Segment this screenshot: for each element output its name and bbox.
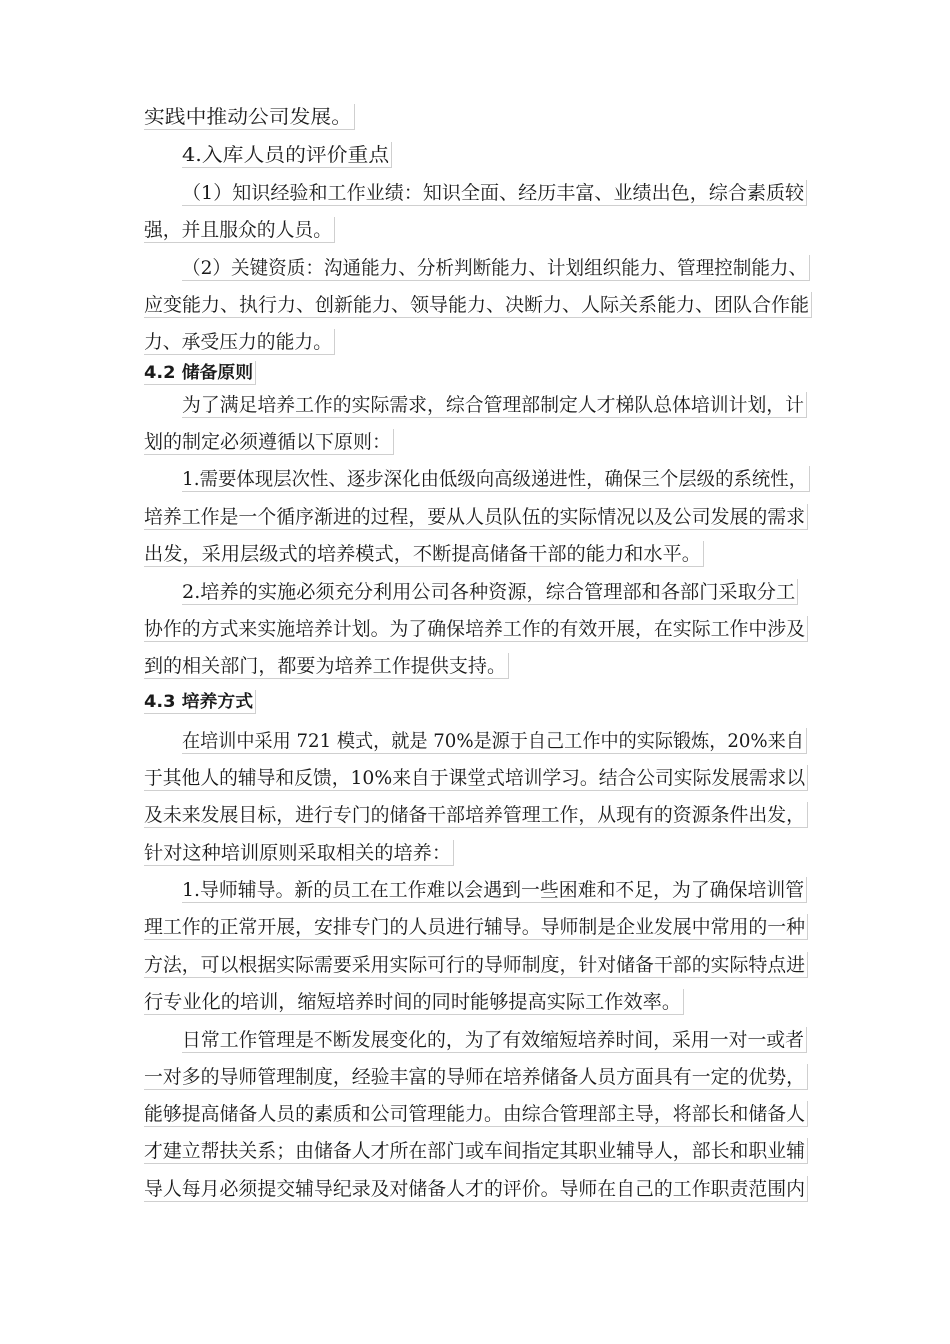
line-text: 于其他人的辅导和反馈，10%来自于课堂式培训学习。结合公司实际发展需求以 [144, 767, 806, 789]
line-text: 日常工作管理是不断发展变化的，为了有效缩短培养时间，采用一对一或者 [182, 1029, 804, 1051]
text-line [144, 802, 808, 828]
line-text: 及未来发展目标，进行专门的储备干部培养管理工作，从现有的资源条件出发， [144, 804, 806, 826]
line-text: 1.导师辅导。新的员工在工作难以会遇到一些困难和不足，为了确保培训管 [182, 879, 805, 901]
line-text: 强，并且服众的人员。 [144, 219, 333, 241]
line-text: 为了满足培养工作的实际需求，综合管理部制定人才梯队总体培训计划，计 [182, 394, 804, 416]
line-text: 能够提高储备人员的素质和公司管理能力。由综合管理部主导，将部长和储备人 [144, 1103, 806, 1125]
line-text: 方法，可以根据实际需要采用实际可行的导师制度，针对储备干部的实际特点进 [144, 954, 806, 976]
text-line [144, 914, 808, 940]
line-text: 出发，采用层级式的培养模式，不断提高储备干部的能力和水平。 [144, 543, 702, 565]
text-line [182, 579, 798, 605]
line-text: 到的相关部门，都要为培养工作提供支持。 [144, 655, 507, 677]
line-text: 4.入库人员的评价重点 [182, 144, 390, 166]
text-line [144, 840, 454, 866]
text-line [182, 392, 807, 418]
line-text: 培养工作是一个循序渐进的过程，要从人员队伍的实际情况以及公司发展的需求 [144, 506, 806, 528]
text-line [144, 1176, 808, 1202]
line-text: 2.培养的实施必须充分利用公司各种资源，综合管理部和各部门采取分工 [182, 581, 796, 603]
text-line [144, 1101, 808, 1127]
text-line [144, 104, 355, 130]
line-text: 实践中推动公司发展。 [144, 106, 353, 128]
text-line [182, 142, 392, 168]
line-text: 力、承受压力的能力。 [144, 331, 333, 353]
line-text: 才建立帮扶关系；由储备人才所在部门或车间指定其职业辅导人，部长和职业辅 [144, 1140, 806, 1162]
text-line [144, 952, 808, 978]
line-text: 1.需要体现层次性、逐步深化由低级向高级递进性，确保三个层级的系统性， [182, 468, 808, 490]
text-line [144, 292, 812, 318]
text-line [144, 1064, 808, 1090]
text-line [144, 504, 808, 530]
heading-text: 4.3 培养方式 [144, 692, 254, 712]
line-text: （1）知识经验和工作业绩：知识全面、经历丰富、业绩出色，综合素质较 [182, 182, 805, 204]
line-text: 一对多的导师管理制度，经验丰富的导师在培养储备人员方面具有一定的优势， [144, 1066, 806, 1088]
text-line [144, 653, 509, 679]
line-text: 针对这种培训原则采取相关的培养： [144, 842, 452, 864]
text-line [182, 180, 807, 206]
line-text: 划的制定必须遵循以下原则： [144, 431, 392, 453]
text-line [144, 429, 394, 455]
text-line [144, 1138, 808, 1164]
text-line [144, 616, 808, 642]
text-line [182, 255, 810, 281]
line-text: （2）关键资质：沟通能力、分析判断能力、计划组织能力、管理控制能力、 [182, 257, 808, 279]
section-heading [144, 361, 256, 385]
line-text: 协作的方式来实施培养计划。为了确保培养工作的有效开展，在实际工作中涉及 [144, 618, 806, 640]
line-text: 在培训中采用 721 模式，就是 70%是源于自己工作中的实际锻炼，20%来自 [182, 730, 804, 752]
text-line [144, 329, 335, 355]
heading-text: 4.2 储备原则 [144, 363, 254, 383]
text-line [144, 541, 704, 567]
line-text: 理工作的正常开展，安排专门的人员进行辅导。导师制是企业发展中常用的一种 [144, 916, 806, 938]
text-line [144, 989, 684, 1015]
text-line [182, 728, 807, 754]
text-line [182, 877, 807, 903]
line-text: 应变能力、执行力、创新能力、领导能力、决断力、人际关系能力、团队合作能 [144, 294, 810, 316]
section-heading [144, 690, 256, 714]
text-line [182, 466, 810, 492]
line-text: 行专业化的培训，缩短培养时间的同时能够提高实际工作效率。 [144, 991, 682, 1013]
text-line [182, 1027, 807, 1053]
line-text: 导人每月必须提交辅导纪录及对储备人才的评价。导师在自己的工作职责范围内 [144, 1178, 806, 1200]
text-line [144, 217, 335, 243]
text-line [144, 765, 808, 791]
